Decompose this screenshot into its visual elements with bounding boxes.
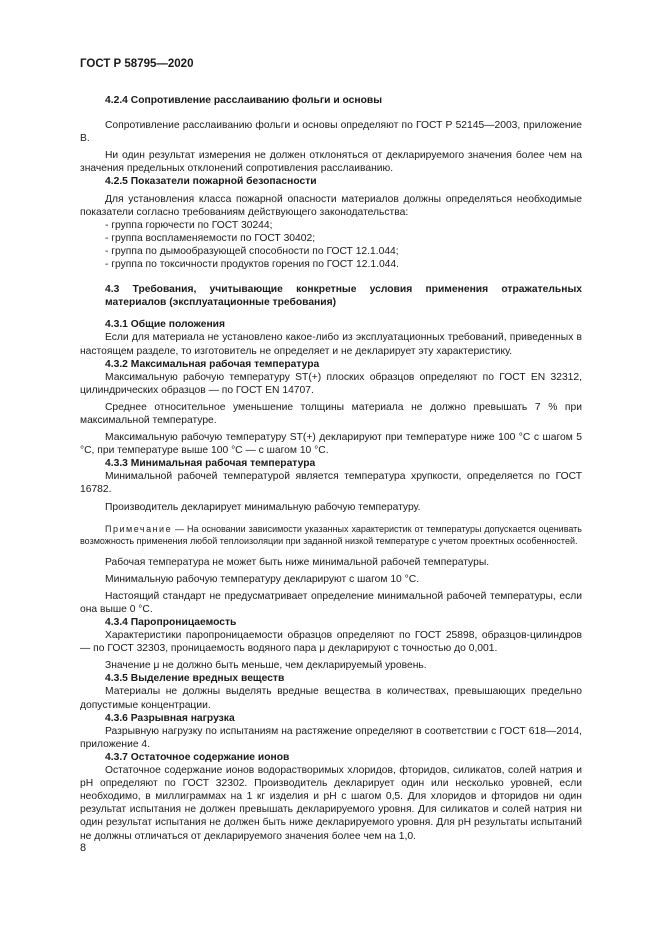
- section-4-2-4-para-2: Ни один результат измерения не должен отклоняться от декларируемого значения более чем на значения предельных отклонений сопротивления расслаиванию.: [80, 150, 582, 175]
- list-item: - группа горючести по ГОСТ 30244;: [105, 219, 273, 231]
- section-4-3-3-para-4: Минимальную рабочую температуру декларируют с шагом 10 °С.: [105, 573, 420, 585]
- page-number: 8: [80, 842, 87, 854]
- section-4-3-6-title: 4.3.6 Разрывная нагрузка: [105, 712, 235, 724]
- section-4-3-1-title: 4.3.1 Общие положения: [105, 319, 225, 331]
- section-4-3-3-para-2: Производитель декларирует минимальную рабочую температуру.: [105, 501, 421, 513]
- section-4-3-title: 4.3 Требования, учитывающие конкретные условия применения отражательных материалов (эксплуатационные требования): [105, 284, 582, 309]
- document-body: [80, 94, 582, 843]
- list-item: - группа по дымообразующей способности по ГОСТ 12.1.044;: [105, 245, 399, 257]
- section-4-3-4-para-1: Характеристики паропроницаемости образцов определяют по ГОСТ 25898, образцов-цилиндров — по ГОСТ 32303, проницаемость водяного пара μ декларируют с точностью до 0,001.: [80, 630, 582, 655]
- list-item: - группа по токсичности продуктов горения по ГОСТ 12.1.044.: [105, 259, 399, 271]
- section-4-3-3-para-1: Минимальной рабочей температурой является температура хрупкости, определяется по ГОСТ 16782.: [80, 471, 582, 496]
- note-text: — На основании зависимости указанных характеристик от температуры допускается оценивать возможность применения любой теплоизоляции при заданной низкой температуре с учетом проектных особенностей.: [80, 523, 582, 546]
- section-4-2-5-title: 4.2.5 Показатели пожарной безопасности: [105, 176, 317, 188]
- section-4-3-1-para-1: Если для материала не установлено какое-либо из эксплуатационных требований, приведенных в настоящем разделе, то изготовитель не определяет и не декларирует эту характеристику.: [80, 332, 582, 357]
- section-4-2-4-title: 4.2.4 Сопротивление расслаиванию фольги и основы: [105, 95, 383, 106]
- note-label: Примечание: [105, 523, 173, 534]
- section-4-3-3-para-5: Настоящий стандарт не предусматривает определение минимальной рабочей температуры, если она выше 0 °С.: [80, 590, 582, 615]
- section-4-3-4-title: 4.3.4 Паропроницаемость: [105, 617, 237, 628]
- section-4-2-4-para-1: Сопротивление расслаиванию фольги и основы определяют по ГОСТ Р 52145—2003, приложение В.: [80, 120, 582, 145]
- section-4-3-5-title: 4.3.5 Выделение вредных веществ: [105, 673, 285, 685]
- section-4-3-4-para-2: Значение μ не должно быть меньше, чем декларируемый уровень.: [105, 660, 427, 672]
- list-item: - группа воспламеняемости по ГОСТ 30402;: [105, 232, 316, 244]
- section-4-3-2-para-2: Среднее относительное уменьшение толщины материала не должно превышать 7 % при максимальной температуре.: [80, 401, 582, 426]
- section-4-3-2-title: 4.3.2 Максимальная рабочая температура: [105, 358, 320, 370]
- section-4-3-3-title: 4.3.3 Минимальная рабочая температура: [105, 458, 316, 470]
- section-4-3-2-para-3: Максимальную рабочую температуру ST(+) декларируют при температуре ниже 100 °С с шагом 5 °С, при температуре выше 100 °С — с шагом 10 °С.: [80, 432, 582, 457]
- section-4-3-2-para-1: Максимальную рабочую температуру ST(+) плоских образцов определяют по ГОСТ EN 32312, цилиндрических образцов — по ГОСТ EN 14707.: [80, 371, 582, 396]
- section-4-3-3-note: [80, 523, 582, 547]
- section-4-3-7-title: 4.3.7 Остаточное содержание ионов: [105, 751, 290, 763]
- document-header: ГОСТ Р 58795—2020: [80, 58, 194, 70]
- section-4-2-5-para-1: Для установления класса пожарной опасности материалов должны определяться необходимые показатели согласно требованиям действующего законодательства:: [80, 193, 582, 218]
- section-4-3-7-para-1: Остаточное содержание ионов водорастворимых хлоридов, фторидов, силикатов, солей натрия и рН определяют по ГОСТ 32302. Производитель декларирует один или несколько уровней, если необходимо, в миллиграммах на 1 кг изделия и рН с шагом 0,5. Для хлоридов и фторидов ни один результат испытания не должен превышать декларируемого уровня. Для силикатов и солей натрия ни один результат испытания не должен быть ниже декларируемого уровня. Для рН результаты испытаний не должны отличаться от декларируемого значения более чем на 1,0.: [80, 765, 582, 842]
- section-4-3-6-para-1: Разрывную нагрузку по испытаниям на растяжение определяют в соответствии с ГОСТ 618—2014, приложение 4.: [80, 725, 582, 750]
- section-4-3-3-para-3: Рабочая температура не может быть ниже минимальной рабочей температуры.: [105, 556, 490, 568]
- section-4-3-5-para-1: Материалы не должны выделять вредные вещества в количествах, превышающих предельно допустимые концентрации.: [80, 686, 582, 711]
